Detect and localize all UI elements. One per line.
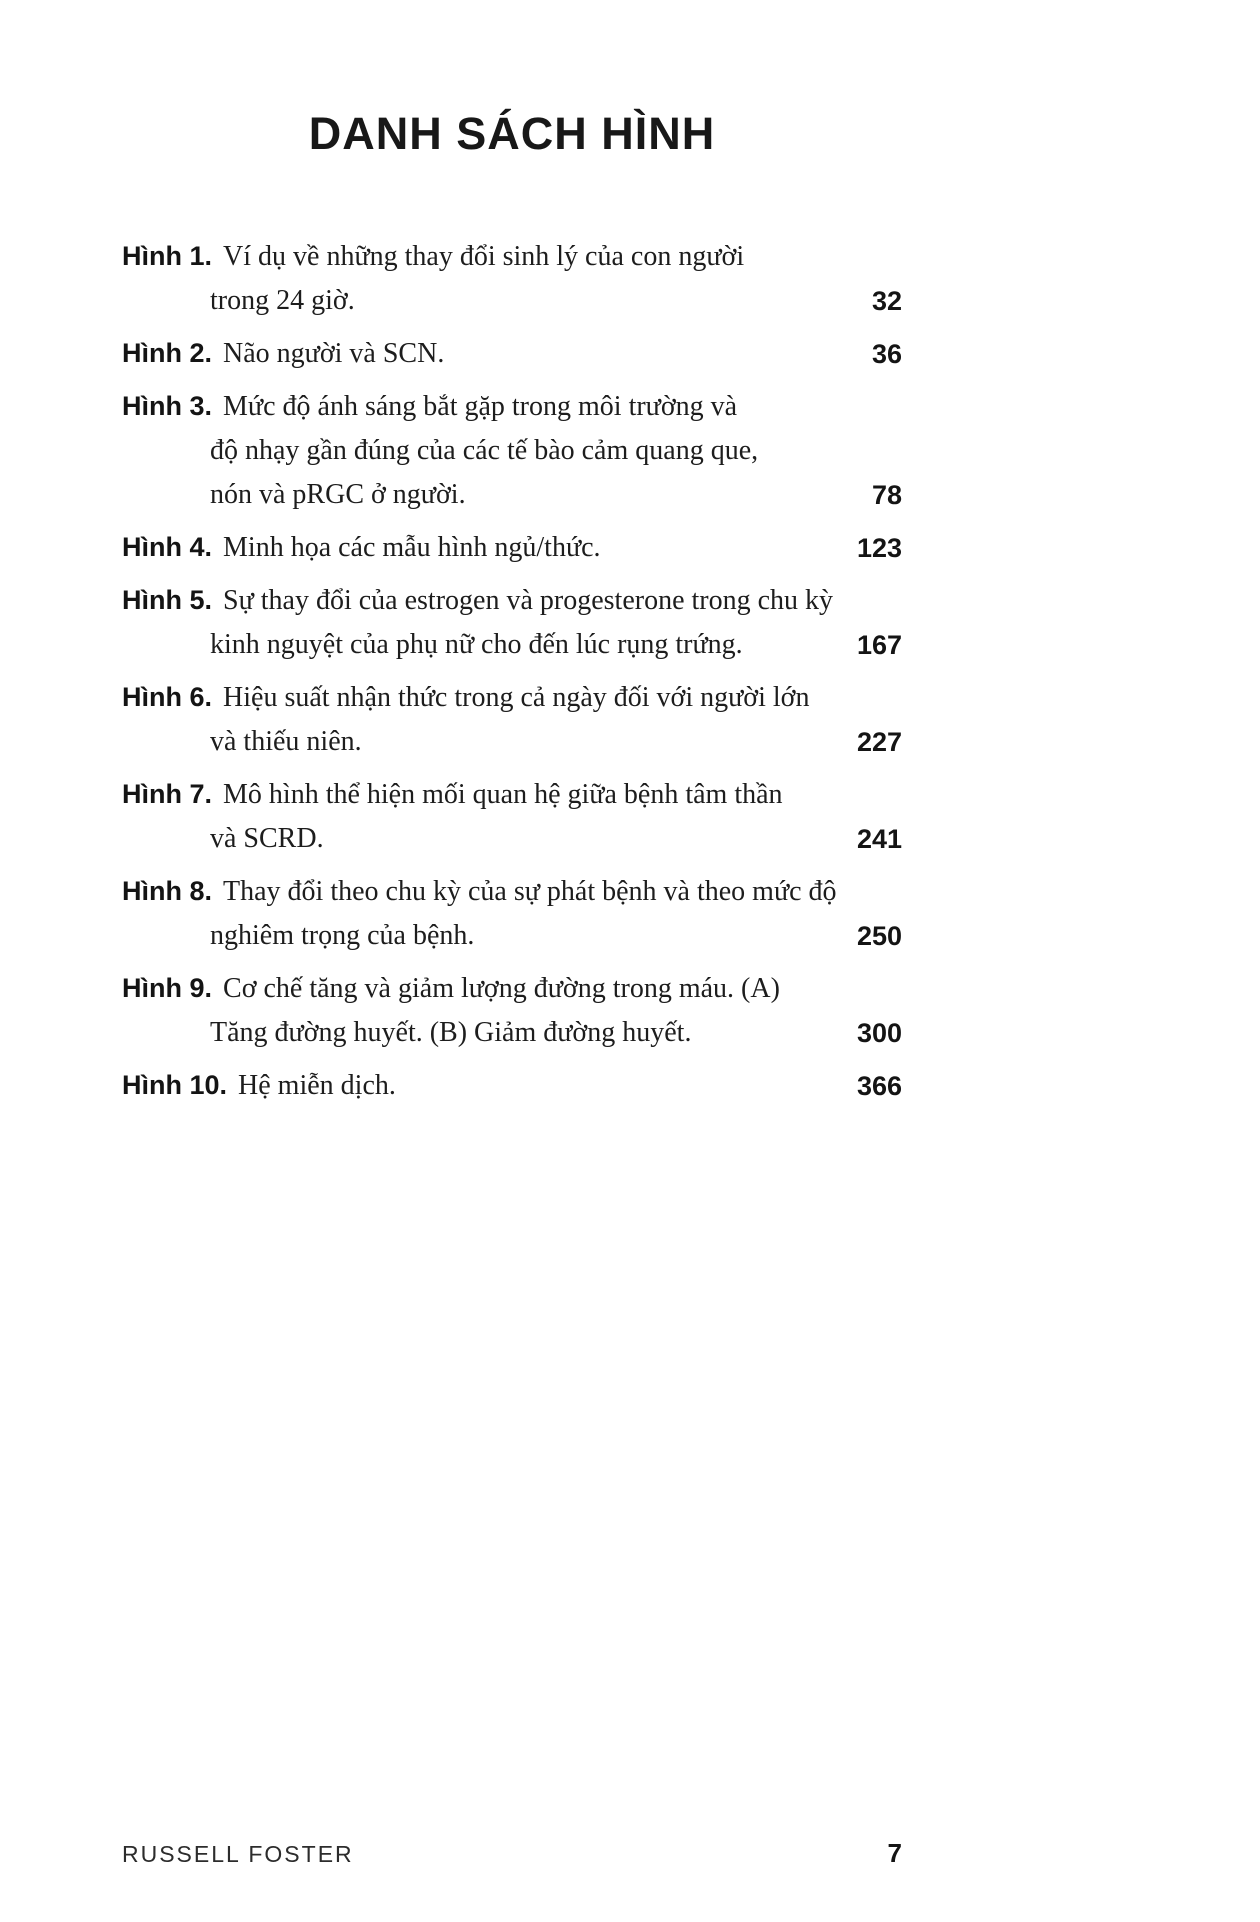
figure-caption-line [122,772,830,817]
figure-entry [122,525,902,570]
figure-caption-line: và SCRD. [210,823,324,854]
figure-caption-text: Minh họa các mẫu hình ngủ/thức. [223,532,601,563]
figure-caption-line [122,675,830,720]
figure-entry-text [122,966,830,1055]
figure-caption-line: nghiêm trọng của bệnh. [210,920,475,951]
figure-caption-text: Hiệu suất nhận thức trong cả ngày đối với người lớn [223,682,810,713]
figure-caption-text: Não người và SCN. [223,338,445,369]
figure-caption-line [122,234,830,279]
figure-entry-text [122,1063,830,1108]
figure-label: Hình 5. [122,585,213,615]
figure-caption-line [122,869,837,914]
figure-list [122,234,902,1108]
figure-entry-text [122,869,837,958]
figure-entry-text [122,675,830,764]
figure-caption-line: nón và pRGC ở người. [210,479,466,510]
figure-caption-line: Tăng đường huyết. (B) Giảm đường huyết. [210,1017,692,1048]
figure-entry-text [122,772,830,861]
figure-label: Hình 6. [122,682,213,712]
figure-caption-line [122,384,830,429]
figure-caption-text: Thay đổi theo chu kỳ của sự phát bệnh và theo mức độ [223,876,837,907]
figure-page-number: 167 [856,630,902,660]
footer-author: RUSSELL FOSTER [122,1841,354,1867]
figure-entry [122,578,902,667]
figure-entry [122,234,902,323]
figure-caption-text: Cơ chế tăng và giảm lượng đường trong máu. (A) [223,973,780,1004]
figure-label: Hình 1. [122,241,213,271]
figure-label: Hình 4. [122,532,213,562]
figure-entry [122,1063,902,1108]
figure-label: Hình 8. [122,876,213,906]
figure-label: Hình 3. [122,391,213,421]
figure-caption-text: Hệ miễn dịch. [238,1070,396,1101]
figure-entry-text [122,578,834,667]
figure-entry-text [122,331,830,376]
figure-entry [122,966,902,1055]
figure-label: Hình 2. [122,338,213,368]
page-footer [122,1838,902,1869]
figure-caption-text: Ví dụ về những thay đổi sinh lý của con người [223,241,745,272]
figure-page-number: 366 [856,1071,902,1101]
figure-caption-text: Sự thay đổi của estrogen và progesterone trong chu kỳ [223,585,834,616]
figure-entry [122,384,902,517]
figure-caption-line [122,1063,830,1108]
figure-entry-text [122,525,830,570]
figure-label: Hình 9. [122,973,213,1003]
figure-caption-line: kinh nguyệt của phụ nữ cho đến lúc rụng trứng. [210,629,743,660]
figure-caption-line: độ nhạy gần đúng của các tế bào cảm quang que, [210,435,759,466]
figure-page-number: 241 [856,824,902,854]
figure-caption-line: và thiếu niên. [210,726,362,757]
figure-caption-line [122,331,830,376]
footer-page-number: 7 [887,1838,902,1868]
figure-page-number: 227 [856,727,902,757]
figure-entry-text [122,234,830,323]
figure-caption-line [122,966,830,1011]
figure-label: Hình 7. [122,779,213,809]
figure-page-number: 123 [856,533,902,563]
figure-caption-line [122,578,834,623]
figure-entry [122,869,902,958]
figure-caption-text: Mức độ ánh sáng bắt gặp trong môi trường và [223,391,738,422]
figure-caption-line: trong 24 giờ. [210,285,355,316]
figure-page-number: 36 [871,339,902,369]
page-content [122,0,902,1116]
figure-page-number: 78 [871,480,902,510]
figure-caption-line [122,525,830,570]
figure-caption-text: Mô hình thể hiện mối quan hệ giữa bệnh tâm thần [223,779,783,810]
figure-entry [122,675,902,764]
page-title: DANH SÁCH HÌNH [308,108,716,159]
figure-entry-text [122,384,830,517]
figure-entry [122,772,902,861]
figure-page-number: 300 [856,1018,902,1048]
figure-page-number: 32 [871,286,902,316]
figure-page-number: 250 [856,921,902,951]
figure-label: Hình 10. [122,1070,228,1100]
figure-entry [122,331,902,376]
